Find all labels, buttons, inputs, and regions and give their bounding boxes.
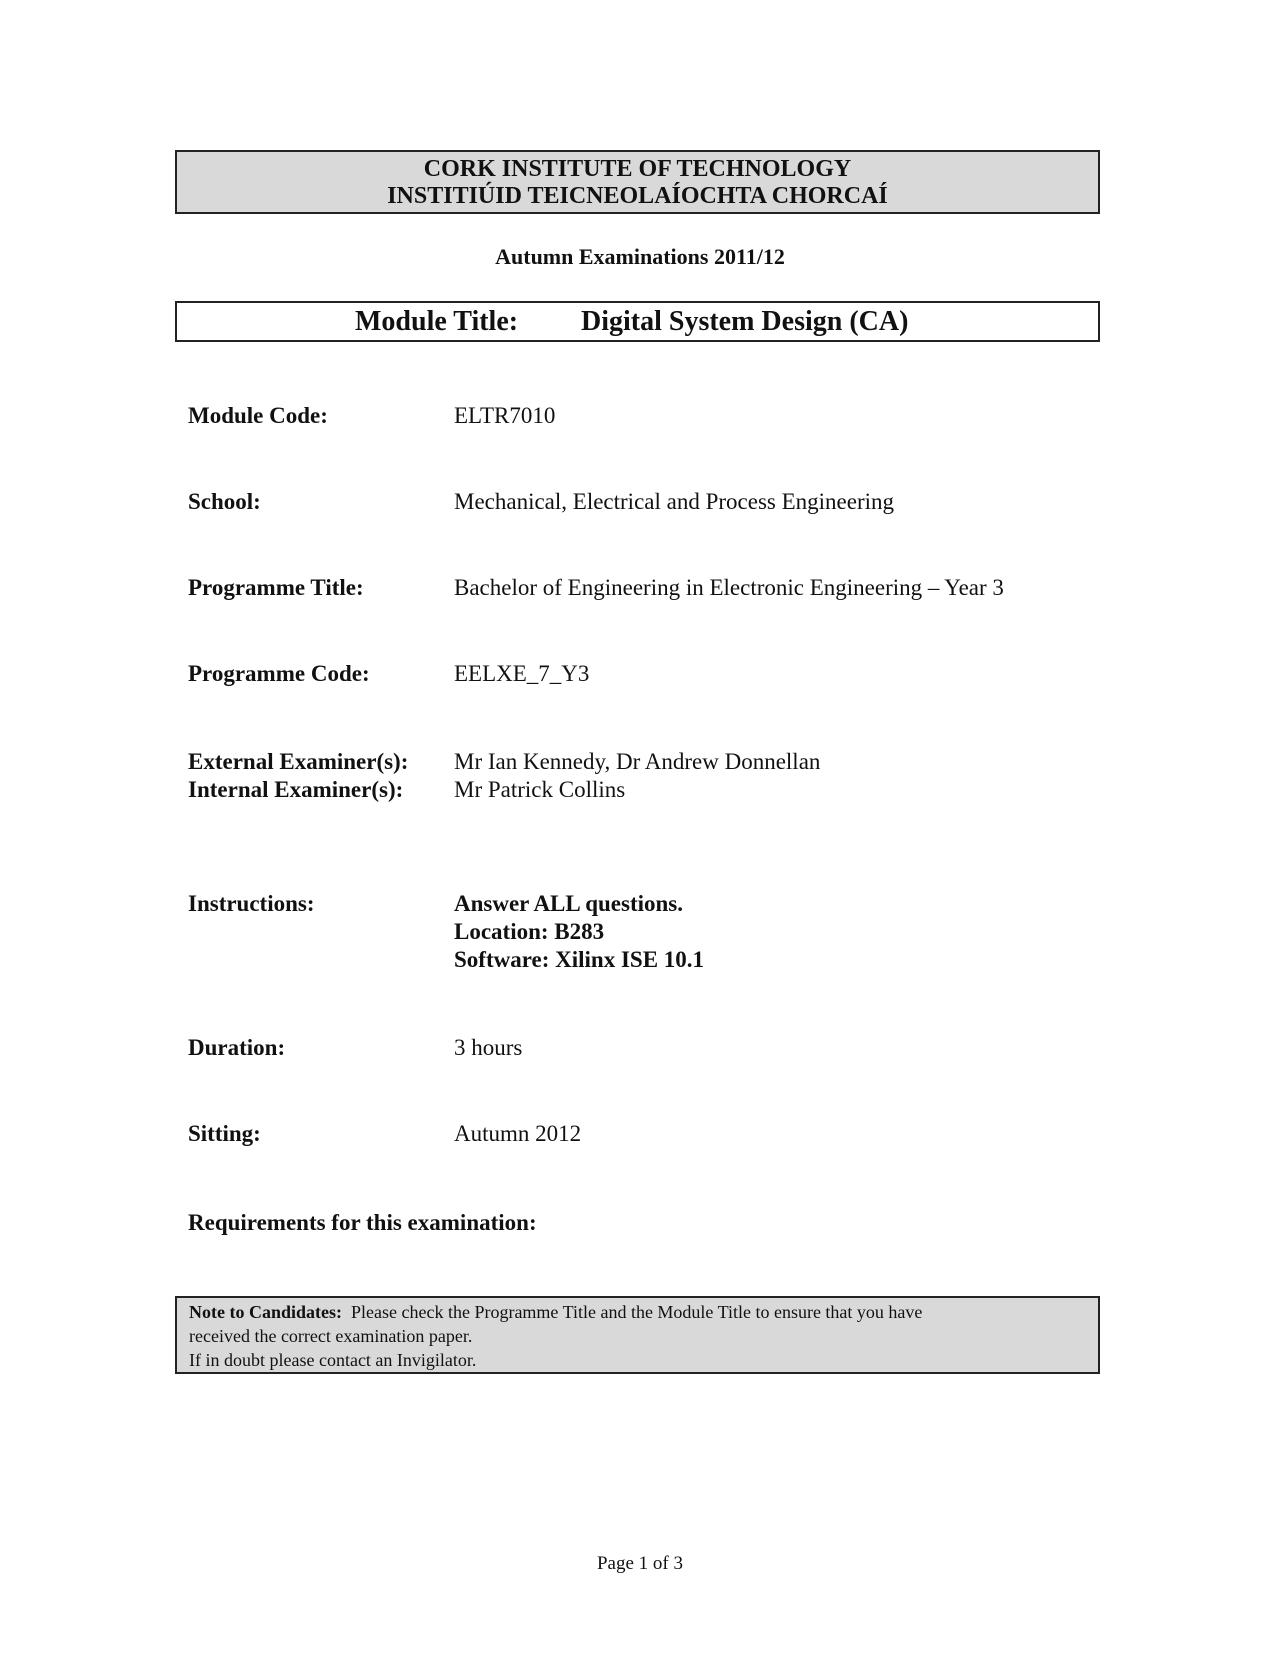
programme-code-label: Programme Code: bbox=[188, 661, 370, 686]
module-code-label: Module Code: bbox=[188, 403, 328, 428]
duration-label: Duration: bbox=[188, 1035, 286, 1060]
page-number: Page 1 of 3 bbox=[596, 1553, 683, 1574]
programme-title-value: Bachelor of Engineering in Electronic Engineering – Year 3 bbox=[454, 575, 1004, 600]
programme-title-label: Programme Title: bbox=[188, 575, 364, 600]
school-label: School: bbox=[188, 489, 261, 514]
instruction-line: Location: B283 bbox=[454, 919, 605, 944]
note-line: received the correct examination paper. bbox=[189, 1326, 473, 1346]
programme-code-value: EELXE_7_Y3 bbox=[454, 661, 590, 686]
school-value: Mechanical, Electrical and Process Engineering bbox=[454, 489, 895, 514]
module-title-value: Digital System Design (CA) bbox=[581, 306, 909, 337]
module-title-label: Module Title: bbox=[355, 306, 519, 337]
requirements-heading: Requirements for this examination: bbox=[188, 1210, 537, 1235]
institute-header-box bbox=[175, 150, 1100, 214]
note-line bbox=[189, 1300, 1086, 1324]
note-label: Note to Candidates: bbox=[189, 1302, 342, 1322]
exam-session-title: Autumn Examinations 2011/12 bbox=[495, 244, 785, 269]
note-text: Please check the Programme Title and the Module Title to ensure that you have bbox=[351, 1302, 923, 1322]
note-to-candidates-box bbox=[175, 1296, 1100, 1374]
instructions-value bbox=[454, 890, 704, 974]
instruction-line: Answer ALL questions. bbox=[454, 891, 684, 916]
instructions-label: Instructions: bbox=[188, 891, 315, 916]
internal-examiners-label: Internal Examiner(s): bbox=[188, 777, 404, 802]
instruction-line: Software: Xilinx ISE 10.1 bbox=[454, 947, 705, 972]
institute-name-irish: INSTITIÚID TEICNEOLAÍOCHTA CHORCAÍ bbox=[387, 183, 888, 209]
note-line: If in doubt please contact an Invigilator. bbox=[189, 1350, 477, 1370]
external-examiners-label: External Examiner(s): bbox=[188, 749, 409, 774]
sitting-value: Autumn 2012 bbox=[454, 1121, 582, 1146]
external-examiners-value: Mr Ian Kennedy, Dr Andrew Donnellan bbox=[454, 749, 821, 774]
duration-value: 3 hours bbox=[454, 1035, 523, 1060]
institute-name-english: CORK INSTITUTE OF TECHNOLOGY bbox=[423, 156, 852, 182]
sitting-label: Sitting: bbox=[188, 1121, 261, 1146]
internal-examiners-value: Mr Patrick Collins bbox=[454, 777, 626, 802]
module-code-value: ELTR7010 bbox=[454, 403, 556, 428]
module-title-box bbox=[175, 301, 1100, 342]
